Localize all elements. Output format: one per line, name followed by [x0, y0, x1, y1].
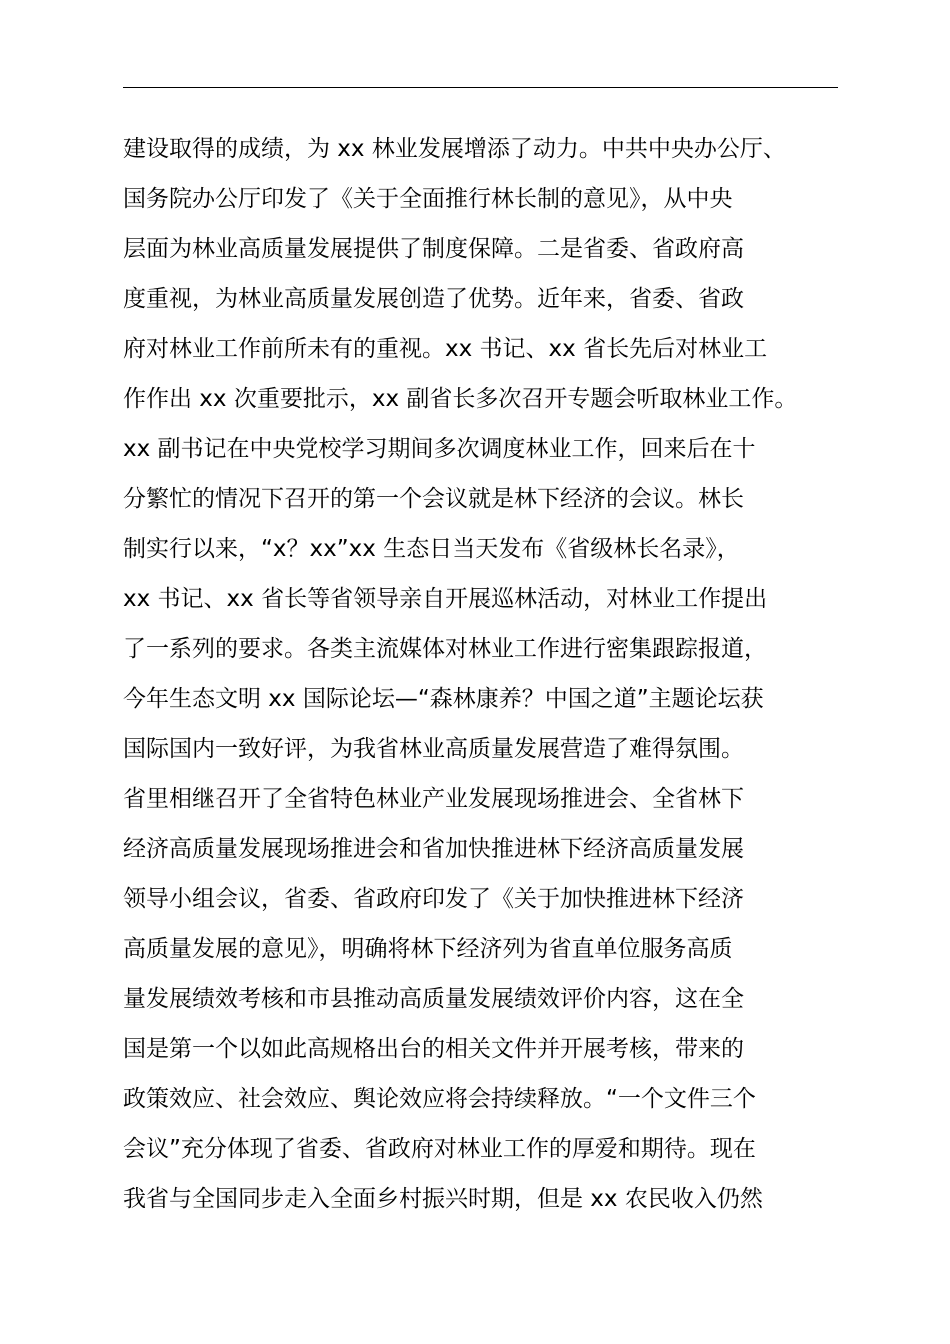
text-line: xx 副书记在中央党校学习期间多次调度林业工作，回来后在十 — [123, 436, 756, 462]
text-line: 国际国内一致好评，为我省林业高质量发展营造了难得氛围。 — [123, 736, 744, 762]
text-line: 省里相继召开了全省特色林业产业发展现场推进会、全省林下 — [123, 786, 744, 812]
text-line: 高质量发展的意见》，明确将林下经济列为省直单位服务高质 — [123, 936, 733, 962]
text-line: 今年生态文明 xx 国际论坛—“森林康养？中国之道”主题论坛获 — [123, 686, 764, 712]
text-line: 作作出 xx 次重要批示，xx 副省长多次召开专题会听取林业工作。 — [123, 386, 798, 412]
text-line: 政策效应、社会效应、舆论效应将会持续释放。“一个文件三个 — [123, 1086, 756, 1112]
text-line: 国是第一个以如此高规格出台的相关文件并开展考核，带来的 — [123, 1036, 744, 1062]
header-rule — [123, 87, 838, 88]
text-line: 建设取得的成绩，为 xx 林业发展增添了动力。中共中央办公厅、 — [123, 136, 786, 162]
text-line: 层面为林业高质量发展提供了制度保障。二是省委、省政府高 — [123, 236, 744, 262]
body-paragraph — [123, 124, 843, 1224]
text-line: 会议”充分体现了省委、省政府对林业工作的厚爱和期待。现在 — [123, 1136, 756, 1162]
text-line: 领导小组会议，省委、省政府印发了《关于加快推进林下经济 — [123, 886, 744, 912]
text-line: 量发展绩效考核和市县推动高质量发展绩效评价内容，这在全 — [123, 986, 744, 1012]
text-line: 度重视，为林业高质量发展创造了优势。近年来，省委、省政 — [123, 286, 744, 312]
text-line: 我省与全国同步走入全面乡村振兴时期，但是 xx 农民收入仍然 — [123, 1186, 763, 1212]
text-line: xx 书记、xx 省长等省领导亲自开展巡林活动，对林业工作提出 — [123, 586, 768, 612]
text-line: 了一系列的要求。各类主流媒体对林业工作进行密集跟踪报道， — [123, 636, 767, 662]
text-line: 分繁忙的情况下召开的第一个会议就是林下经济的会议。林长 — [123, 486, 744, 512]
text-line: 制实行以来，“x？xx”xx 生态日当天发布《省级林长名录》， — [123, 536, 740, 562]
text-line: 经济高质量发展现场推进会和省加快推进林下经济高质量发展 — [123, 836, 744, 862]
text-line: 国务院办公厅印发了《关于全面推行林长制的意见》，从中央 — [123, 186, 733, 212]
text-line: 府对林业工作前所未有的重视。xx 书记、xx 省长先后对林业工 — [123, 336, 768, 362]
